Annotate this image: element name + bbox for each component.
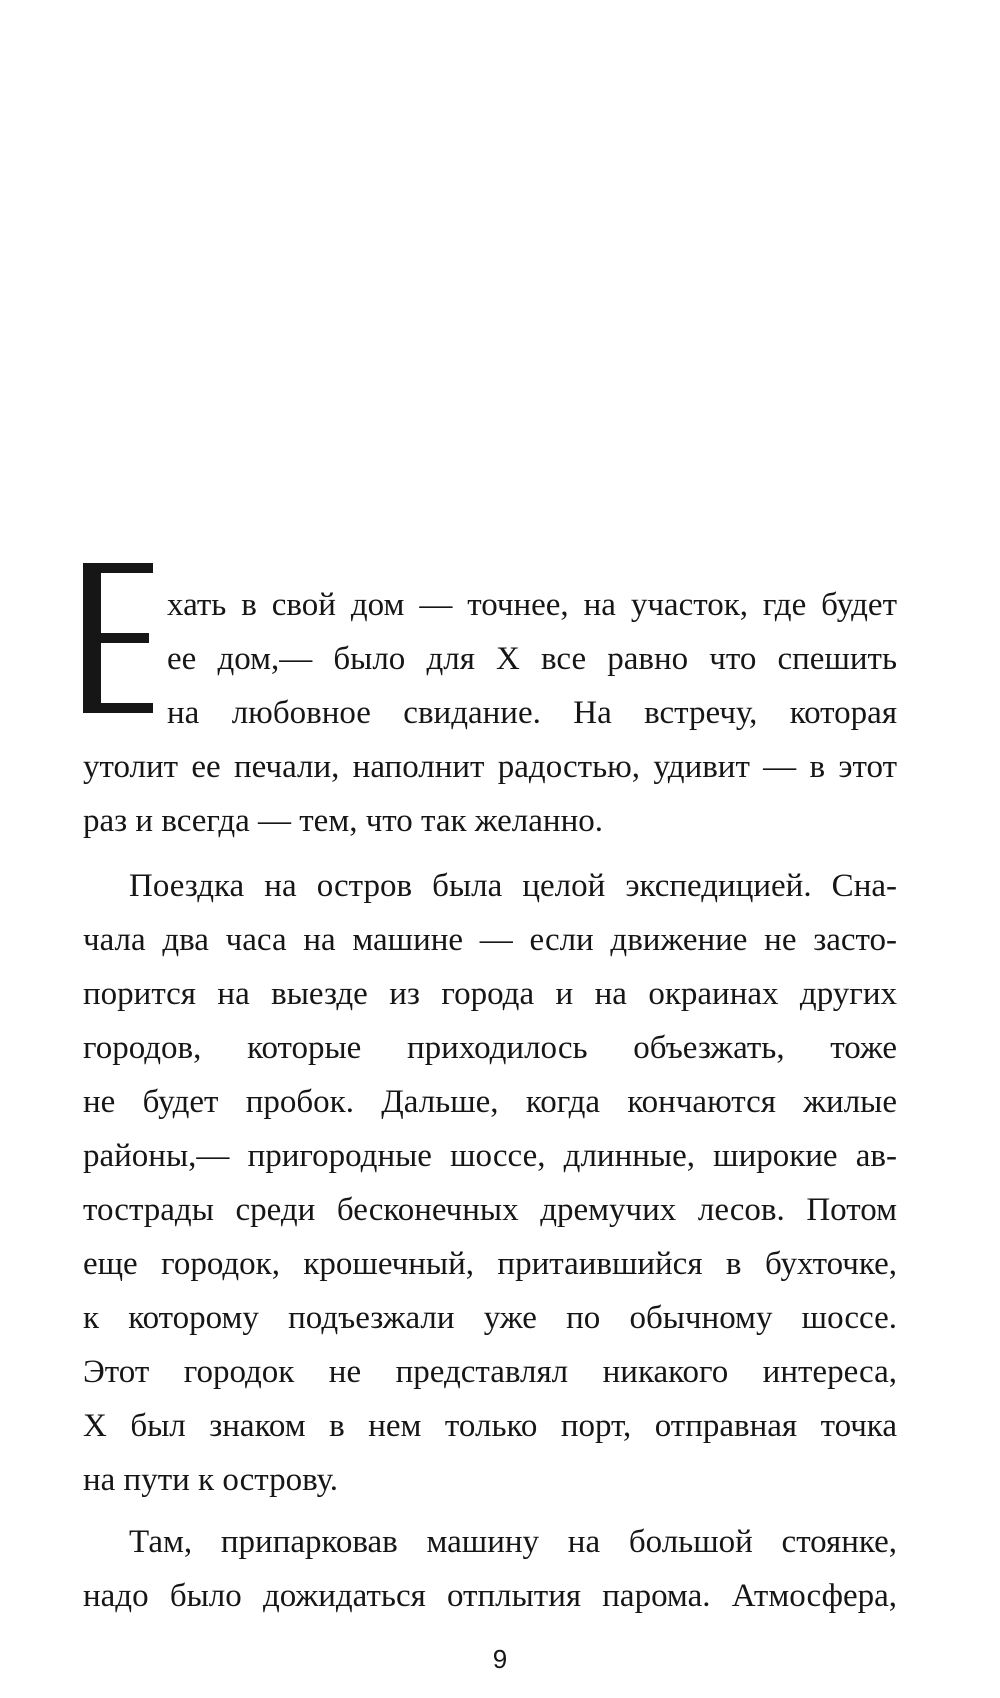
text-line: Этот городок не представлял никакого интереса, bbox=[83, 1354, 897, 1390]
text-line: Х был знаком в нем только порт, отправная точка bbox=[83, 1408, 897, 1444]
text-line: раз и всегда — тем, что так желанно. bbox=[83, 803, 603, 839]
text-line: городов, которые приходилось объезжать, тоже bbox=[83, 1030, 897, 1066]
text-line: Поездка на остров была целой экспедицией. Сна- bbox=[129, 868, 897, 904]
text-line: Там, припарковав машину на большой стоянке, bbox=[129, 1524, 897, 1560]
text-line: хать в свой дом — точнее, на участок, где будет bbox=[167, 587, 897, 623]
text-line: тострады среди бесконечных дремучих лесов. Потом bbox=[83, 1192, 897, 1228]
text-line: на любовное свидание. На встречу, которая bbox=[167, 695, 897, 731]
text-line: не будет пробок. Дальше, когда кончаются жилые bbox=[83, 1084, 897, 1120]
text-line: на пути к острову. bbox=[83, 1462, 339, 1498]
drop-cap bbox=[83, 563, 153, 713]
text-line: чала два часа на машине — если движение не засто- bbox=[83, 922, 897, 958]
text-line: утолит ее печали, наполнит радостью, удивит — в этот bbox=[83, 749, 897, 785]
text-line: надо было дожидаться отплытия парома. Атмосфера, bbox=[83, 1578, 897, 1614]
text-line: к которому подъезжали уже по обычному шоссе. bbox=[83, 1300, 897, 1336]
page-number: 9 bbox=[492, 1644, 508, 1674]
drop-cap-letter-icon bbox=[83, 563, 153, 713]
text-line: ее дом,— было для Х все равно что спешить bbox=[167, 641, 897, 677]
text-line: порится на выезде из города и на окраинах других bbox=[83, 976, 897, 1012]
text-line: еще городок, крошечный, притаившийся в бухточке, bbox=[83, 1246, 897, 1282]
text-line: районы,— пригородные шоссе, длинные, широкие ав- bbox=[83, 1138, 897, 1174]
